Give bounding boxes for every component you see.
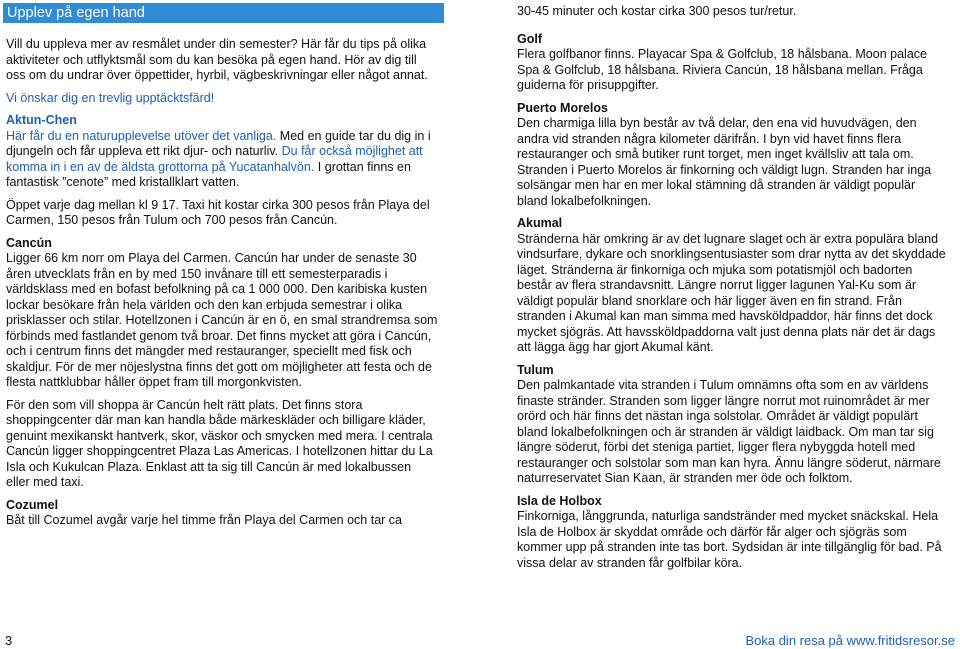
- section-text: Flera golfbanor finns. Playacar Spa & Golfclub, 18 hålsbana. Moon palace Spa & Golfclub, 18 hålsbana. Riviera Cancún, 18 hålsbana mellan. Fråga guiderna för prisuppgifter.: [517, 47, 927, 92]
- section-heading: Golf: [517, 31, 542, 46]
- section-cancun: [6, 236, 438, 391]
- section-text: Finkorniga, långgrunda, naturliga sandstränder med mycket snäckskal. Hela Isla de Holbox är skyddat område och därför får alger och sjögräs som kommer upp på stranden inte tas bort. Sydsidan är inte tillgänglig för bad. På vissa delar av stranden får golfbilar köra.: [517, 509, 942, 570]
- section-tulum: [517, 363, 949, 487]
- section-text: Här får du en naturupplevelse utöver det vanliga.: [6, 128, 277, 143]
- continued-text: 30-45 minuter och kostar cirka 300 pesos tur/retur.: [517, 4, 797, 18]
- wish-text: Vi önskar dig en trevlig upptäcktsfärd!: [6, 90, 215, 105]
- section-heading: Cozumel: [6, 497, 59, 512]
- section-text: Den charmiga lilla byn består av två delar, den ena vid huvudvägen, den andra vid stranden några kilometer därifrån. I byn vid havet finns flera restauranger och små butiker runt torget, men inget kvällsliv att tala om. Stranden i Puerto Morelos är finkorning och väldigt lugn. Stranden har inga solsängar men har en mer lokal stämning då stranden är väldigt populär bland lokalbefolkningen.: [517, 116, 932, 208]
- intro-text: Vill du uppleva mer av resmålet under din semester? Här får du tips på olika aktiviteter och utflyktsmål som du kan besöka på egen hand. Hör av dig till oss om du undrar över öppettider, hyrbil, vägbeskrivningar eller något annat.: [6, 37, 428, 82]
- booking-link[interactable]: Boka din resa på www.fritidsresor.se: [745, 633, 955, 648]
- section-heading: Akumal: [517, 216, 563, 230]
- page-banner: Upplev på egen hand: [3, 3, 444, 23]
- section-heading: Puerto Morelos: [517, 100, 608, 115]
- shopping-text: För den som vill shoppa är Cancún helt rätt plats. Det finns stora shoppingcenter där man kan handla både märkeskläder och billigare kläder, genuint mexikanskt hantverk, skor, väskor och smycken med mera. I centrala Cancún ligger shoppingcentret Plaza Las Americas. I hotellzonen hittar du La Isla och Kukulcan Plaza. Enklast att ta sig till Cancún är med lokalbussen eller med taxi.: [6, 397, 433, 489]
- section-heading: Isla de Holbox: [517, 493, 602, 508]
- section-text: Ligger 66 km norr om Playa del Carmen. Cancún har under de senaste 30 åren utvecklats från en by med 150 invånare till ett semesterparadis i världsklass med en bofast befolkning på ca 1 000 000. Den karibiska kusten lockar besökare från hela världen och den kan erbjuda semestrar i olika prisklasser och stilar. Hotellzonen i Cancún är en ö, en smal strandremsa som förbinds med fastlandet genom två broar. Det finns mycket att göra i Cancún, och i centrum finns det mängder med restauranger, speciellt med fisk och skaldjur. För de mer nöjeslystna finns det gott om möjligheter att festa och de flesta nattklubbar håller öppet fram till morgonkvisten.: [6, 251, 438, 389]
- section-text: I grottan finns en fantastisk ”cenote” med kristallklart vatten.: [6, 159, 411, 189]
- section-heading: Aktun-Chen: [6, 113, 77, 127]
- left-column: [6, 37, 438, 536]
- section-text: Stränderna här omkring är av det lugnare slaget och är extra populära bland vindsurfare, dykare och snorklingsentusiaster som drar nytta av det skyddade läget. Stränderna är finkorniga och mjuka som potatismjöl och badorten består av flera strandavsnitt. Längre norrut ligger lagunen Yal-Ku som är väldigt populär bland snorklare och här ligger även en fin strand. Från stranden i Akumal kan man simma med havsköldpaddor, här finns det dock mycket sjögräs. Att havssköldpaddorna valt just denna plats när det är dags att lägga ägg har gjort Akumal känt.: [517, 231, 946, 354]
- section-text: Båt till Cozumel avgår varje hel timme från Playa del Carmen och tar ca: [6, 513, 402, 527]
- section-cozumel: [6, 498, 438, 529]
- section-heading: Tulum: [517, 362, 554, 377]
- section-golf: [517, 32, 949, 94]
- section-puerto-morelos: [517, 101, 949, 210]
- right-column: [517, 4, 949, 578]
- section-text: Den palmkantade vita stranden i Tulum omnämns ofta som en av världens finaste stränder. Stranden som ligger längre norrut mot ruinområdet är mer orörd och här finns det nästan inga solstolar. Området är väldigt populärt bland lokalbefolkningen och är stranden är väldigt laidback. Om man tar sig längre söderut, förbi det steniga partiet, ligger flera nybyggda hotell med restauranger och solstolar som man kan hyra. Ännu längre söderut, närmare naturreservatet Sian Kaan, är stranden mer öde och folktom.: [517, 378, 941, 485]
- section-text: Du får också möjlighet att komma in i en av de äldsta grottorna på Yucatanhalvön.: [6, 144, 423, 174]
- page-number: 3: [5, 633, 13, 648]
- hours-text: Öppet varje dag mellan kl 9 17. Taxi hit kostar cirka 300 pesos från Playa del Carmen, 150 pesos från Tulum och 700 pesos från Cancún.: [6, 197, 430, 227]
- section-text: Med en guide tar du dig in i djungeln och får uppleva ett rikt djur- och naturliv.: [6, 128, 431, 158]
- section-akumal: [517, 216, 949, 356]
- section-holbox: [517, 494, 949, 572]
- section-aktun: [6, 113, 438, 191]
- section-heading: Cancún: [6, 235, 52, 250]
